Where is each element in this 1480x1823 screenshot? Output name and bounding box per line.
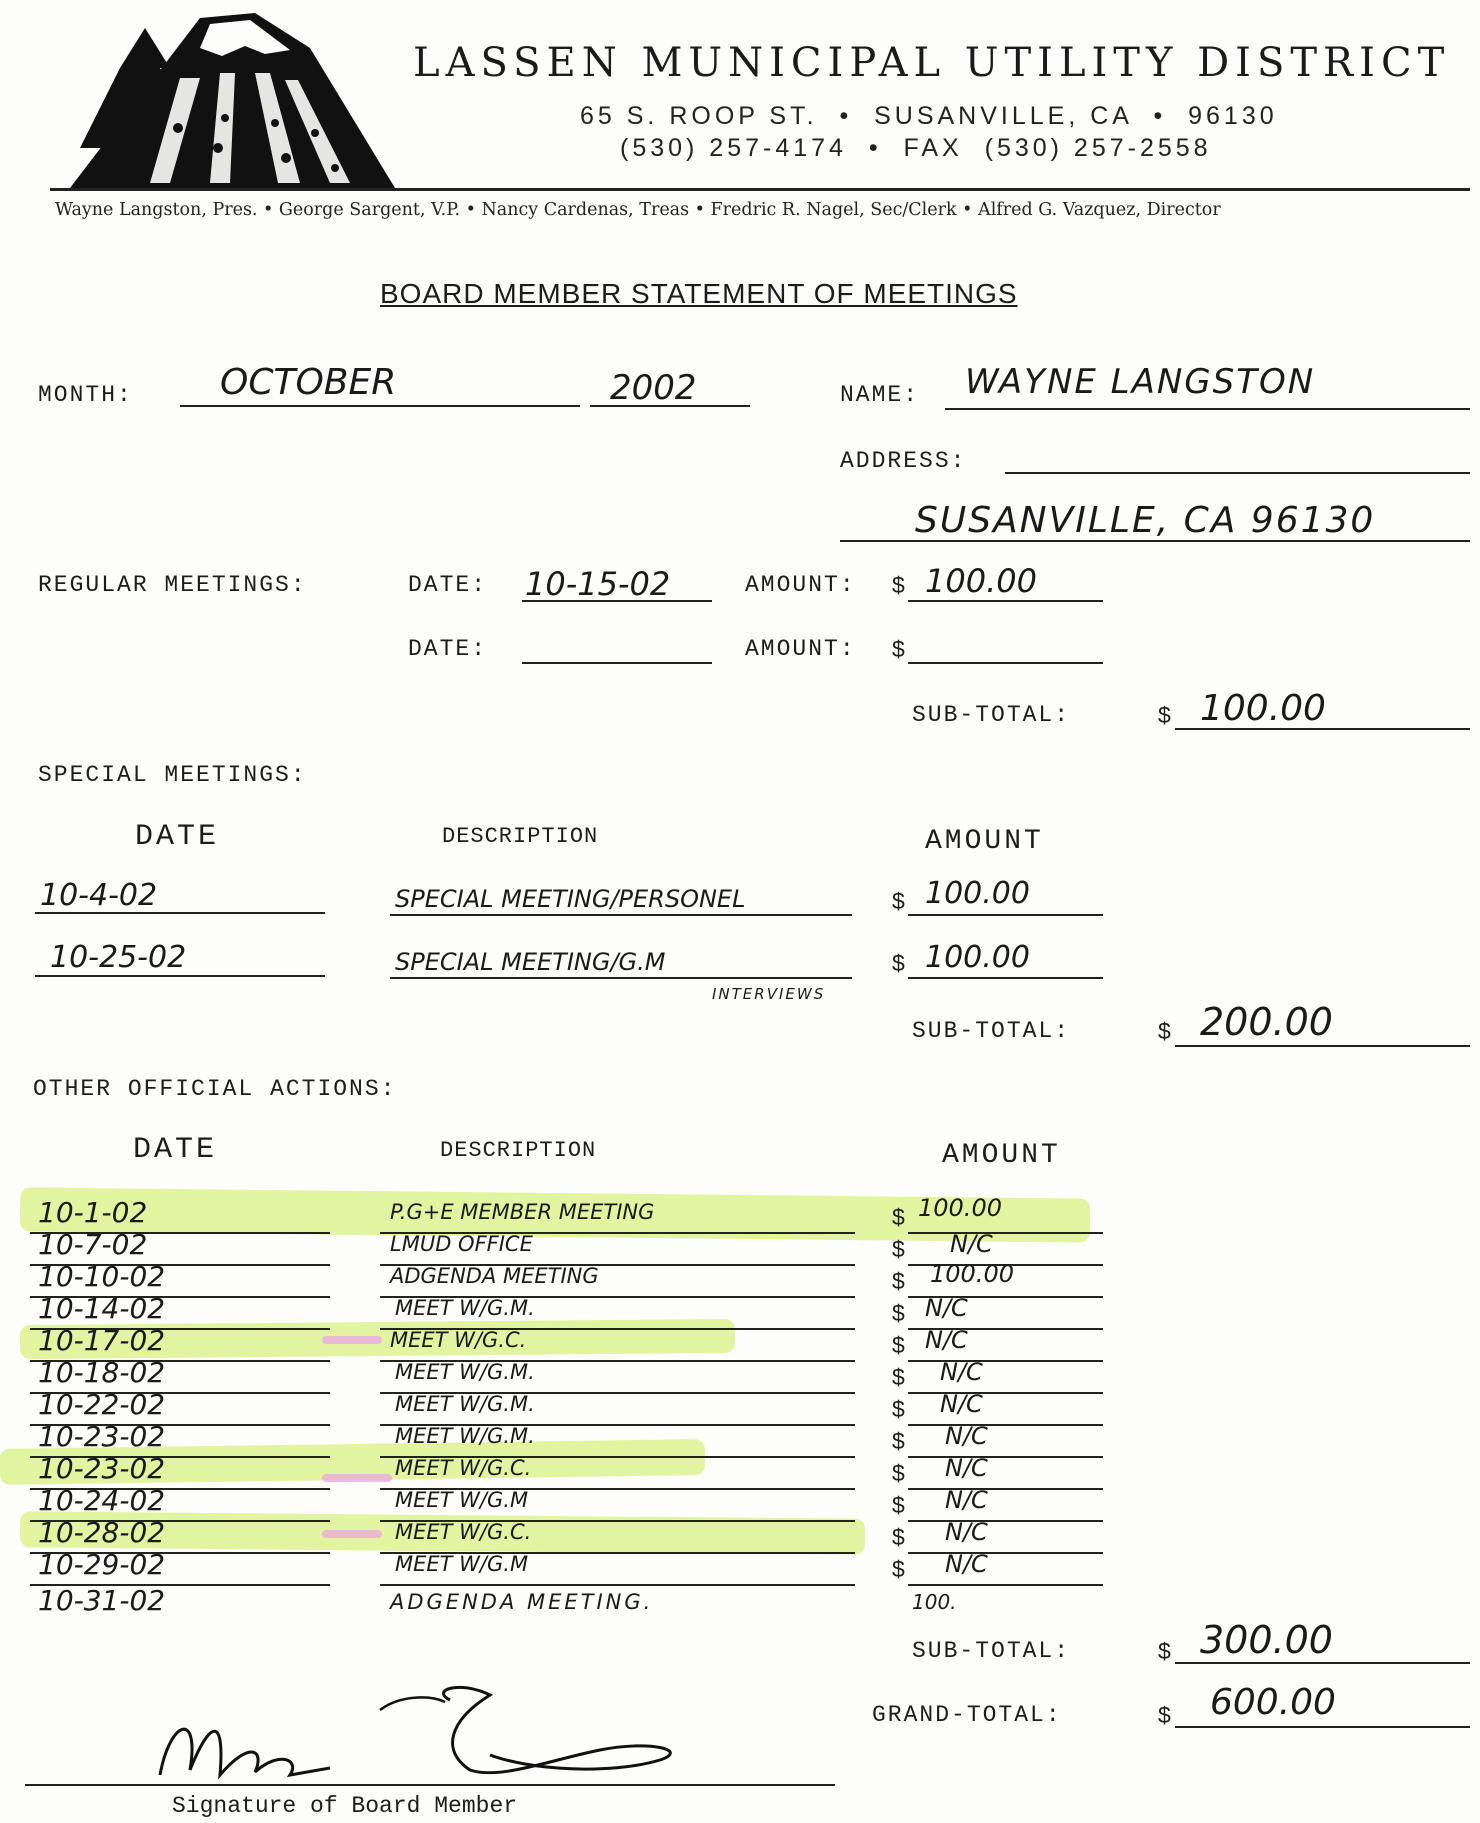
other-col-date: DATE — [133, 1133, 218, 1167]
other-subtotal-dollar: $ — [1158, 1638, 1171, 1664]
row-dollar: $ — [892, 1204, 905, 1230]
regular-date-label-1: DATE: — [408, 572, 488, 598]
month-label: MONTH: — [38, 382, 133, 408]
row-amount: N/C — [925, 1326, 968, 1354]
regular-date-underline-1 — [522, 600, 712, 602]
org-phones: (530) 257-4174 • FAX (530) 257-2558 — [620, 134, 1212, 162]
grand-total-underline — [1175, 1726, 1470, 1728]
row-dollar: $ — [892, 1332, 905, 1358]
row-rule — [908, 1360, 1103, 1362]
row-date: 10-29-02 — [38, 1548, 166, 1581]
address-underline-2 — [840, 540, 1470, 542]
special-row-date: 10-25-02 — [50, 940, 187, 975]
regular-date-label-2: DATE: — [408, 636, 488, 662]
row-date: 10-23-02 — [38, 1420, 166, 1453]
row-dollar: $ — [892, 1556, 905, 1582]
regular-date-value-1: 10-15-02 — [525, 565, 671, 603]
special-row-amount-underline — [908, 977, 1103, 979]
row-date: 10-18-02 — [38, 1356, 166, 1389]
special-row-amount: 100.00 — [925, 940, 1030, 975]
row-amount: N/C — [940, 1390, 983, 1418]
special-row-description-underline — [390, 914, 852, 916]
row-dollar: $ — [892, 1428, 905, 1454]
row-description: MEET W/G.C. — [395, 1456, 532, 1480]
row-date: 10-17-02 — [38, 1324, 166, 1357]
row-amount: N/C — [945, 1422, 988, 1450]
address-underline-1 — [1005, 472, 1470, 474]
regular-meetings-label: REGULAR MEETINGS: — [38, 572, 307, 598]
name-value: WAYNE LANGSTON — [965, 362, 1316, 402]
row-amount: 100.00 — [918, 1194, 1002, 1222]
regular-dollar-2: $ — [892, 636, 905, 662]
row-amount: 100. — [912, 1590, 957, 1614]
row-description: MEET W/G.M. — [395, 1360, 535, 1384]
signature-line — [25, 1784, 835, 1786]
row-dollar: $ — [892, 1460, 905, 1486]
name-underline — [945, 408, 1470, 410]
special-meetings-label: SPECIAL MEETINGS: — [38, 762, 307, 788]
row-amount: N/C — [950, 1230, 993, 1258]
special-row-description: SPECIAL MEETING/PERSONEL — [395, 885, 746, 913]
row-rule — [908, 1488, 1103, 1490]
row-rule — [908, 1584, 1103, 1586]
regular-amount-underline-2 — [908, 662, 1103, 664]
row-rule — [908, 1424, 1103, 1426]
row-date: 10-1-02 — [38, 1196, 148, 1229]
address-city: SUSANVILLE, CA 96130 — [915, 500, 1376, 541]
row-date: 10-28-02 — [38, 1516, 166, 1549]
row-amount: N/C — [945, 1486, 988, 1514]
row-description: MEET W/G.M — [395, 1488, 529, 1512]
row-description: ADGENDA MEETING — [390, 1264, 599, 1288]
special-subtotal-label: SUB-TOTAL: — [912, 1018, 1071, 1044]
row-dollar: $ — [892, 1268, 905, 1294]
row-date: 10-23-02 — [38, 1452, 166, 1485]
name-label: NAME: — [840, 382, 920, 408]
pink-mark — [322, 1336, 382, 1344]
row-description: P.G+E MEMBER MEETING — [390, 1200, 655, 1224]
special-col-amount: AMOUNT — [925, 826, 1044, 857]
row-rule — [908, 1552, 1103, 1554]
row-date: 10-7-02 — [38, 1228, 148, 1261]
row-amount: N/C — [925, 1294, 968, 1322]
row-dollar: $ — [892, 1396, 905, 1422]
org-name: LASSEN MUNICIPAL UTILITY DISTRICT — [413, 40, 1451, 86]
regular-subtotal-dollar: $ — [1158, 702, 1171, 728]
row-description: LMUD OFFICE — [390, 1232, 533, 1256]
row-dollar: $ — [892, 1364, 905, 1390]
row-dollar: $ — [892, 1492, 905, 1518]
row-rule — [908, 1392, 1103, 1394]
row-description: MEET W/G.M. — [395, 1424, 535, 1448]
address-label: ADDRESS: — [840, 448, 967, 474]
special-row-date-underline — [35, 975, 325, 977]
row-date: 10-24-02 — [38, 1484, 166, 1517]
grand-total-dollar: $ — [1158, 1702, 1171, 1728]
row-description: MEET W/G.C. — [395, 1520, 532, 1544]
row-description: ADGENDA MEETING. — [390, 1590, 654, 1614]
row-date: 10-14-02 — [38, 1292, 166, 1325]
regular-date-underline-2 — [522, 662, 712, 664]
regular-amount-label-2: AMOUNT: — [745, 636, 856, 662]
special-subtotal-value: 200.00 — [1200, 1000, 1333, 1044]
special-row-note: INTERVIEWS — [712, 985, 826, 1003]
year-value: 2002 — [610, 368, 697, 408]
month-value: OCTOBER — [220, 362, 397, 403]
regular-subtotal-label: SUB-TOTAL: — [912, 702, 1071, 728]
special-row-dollar: $ — [892, 950, 905, 976]
row-date: 10-22-02 — [38, 1388, 166, 1421]
regular-amount-value-1: 100.00 — [925, 562, 1037, 600]
other-subtotal-value: 300.00 — [1200, 1618, 1333, 1662]
special-row-description: SPECIAL MEETING/G.M — [395, 948, 666, 976]
row-dollar: $ — [892, 1300, 905, 1326]
signature-scribble — [130, 1680, 730, 1790]
row-description: MEET W/G.C. — [390, 1328, 527, 1352]
row-rule — [908, 1232, 1103, 1234]
row-description: MEET W/G.M. — [395, 1392, 535, 1416]
signature-caption: Signature of Board Member — [172, 1793, 518, 1819]
regular-amount-label-1: AMOUNT: — [745, 572, 856, 598]
row-amount: N/C — [945, 1454, 988, 1482]
other-subtotal-underline — [1175, 1662, 1470, 1664]
row-amount: 100.00 — [930, 1260, 1014, 1288]
org-address: 65 S. ROOP ST. • SUSANVILLE, CA • 96130 — [580, 102, 1278, 130]
other-actions-label: OTHER OFFICIAL ACTIONS: — [33, 1076, 397, 1102]
special-row-date: 10-4-02 — [40, 878, 158, 913]
special-col-description: DESCRIPTION — [442, 824, 599, 849]
mountain-trees-logo-icon — [50, 8, 405, 188]
row-dollar: $ — [892, 1524, 905, 1550]
other-subtotal-label: SUB-TOTAL: — [912, 1638, 1071, 1664]
row-dollar: $ — [892, 1236, 905, 1262]
row-date: 10-31-02 — [38, 1584, 166, 1617]
regular-subtotal-underline — [1175, 728, 1470, 730]
other-col-amount: AMOUNT — [942, 1140, 1061, 1171]
grand-total-label: GRAND-TOTAL: — [872, 1702, 1062, 1728]
row-description: MEET W/G.M — [395, 1552, 529, 1576]
special-col-date: DATE — [135, 820, 220, 854]
row-rule — [908, 1456, 1103, 1458]
pink-mark — [322, 1530, 382, 1538]
special-row-amount: 100.00 — [925, 876, 1030, 911]
special-subtotal-underline — [1175, 1045, 1470, 1047]
row-rule — [908, 1520, 1103, 1522]
other-col-description: DESCRIPTION — [440, 1138, 597, 1163]
row-amount: N/C — [945, 1550, 988, 1578]
row-description: MEET W/G.M. — [395, 1296, 535, 1320]
regular-amount-underline-1 — [908, 600, 1103, 602]
grand-total-value: 600.00 — [1210, 1682, 1336, 1723]
letterhead-rule — [50, 188, 1470, 191]
row-amount: N/C — [945, 1518, 988, 1546]
form-title: BOARD MEMBER STATEMENT OF MEETINGS — [380, 278, 1018, 309]
special-subtotal-dollar: $ — [1158, 1018, 1171, 1044]
special-row-date-underline — [35, 912, 325, 914]
month-underline — [180, 405, 580, 407]
pink-mark — [322, 1474, 392, 1482]
special-row-amount-underline — [908, 914, 1103, 916]
year-underline — [590, 405, 750, 407]
regular-subtotal-value: 100.00 — [1200, 688, 1326, 729]
row-amount: N/C — [940, 1358, 983, 1386]
row-rule — [380, 1584, 855, 1586]
officers-line: Wayne Langston, Pres. • George Sargent, V.P. • Nancy Cardenas, Treas • Fredric R. Nagel, Sec/Clerk • Alfred G. Vazquez, Director — [55, 200, 1221, 220]
special-row-dollar: $ — [892, 888, 905, 914]
row-date: 10-10-02 — [38, 1260, 166, 1293]
special-row-description-underline — [390, 977, 852, 979]
regular-dollar-1: $ — [892, 572, 905, 598]
